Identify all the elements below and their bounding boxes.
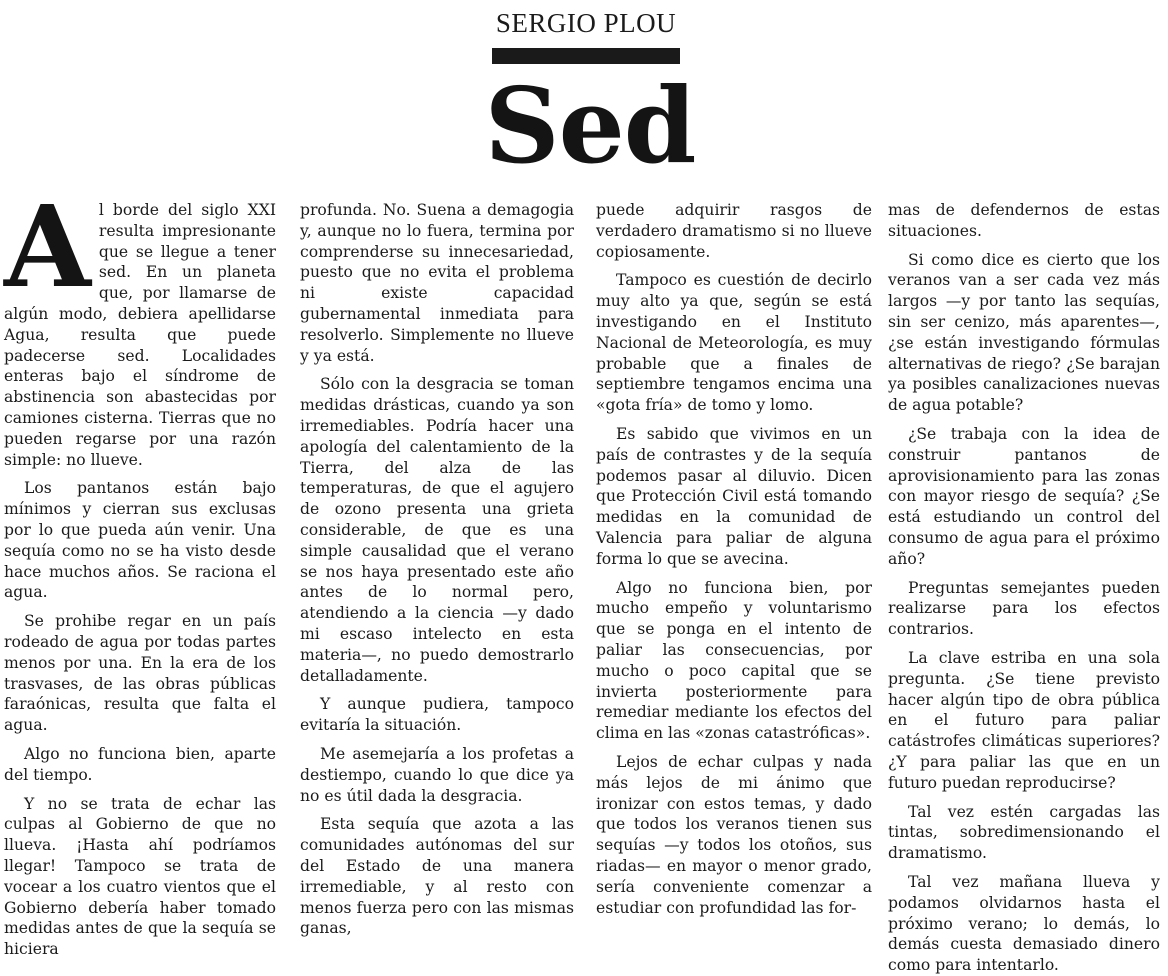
paragraph: l borde del siglo XXI resulta impresionante que se llegue a tener sed. En un planeta que, por llamarse de algún modo, debiera apellidarse Agua, resulta que puede padecerse sed. Localidades enteras bajo el síndrome de abstinencia son abastecidas por camiones cisterna. Tierras que no pueden regarse por una razón simple: no llueve. xyxy=(4,201,276,469)
paragraph: Y aunque pudiera, tampoco evitaría la situación. xyxy=(300,695,574,735)
article-title: Sed xyxy=(484,64,696,187)
article-column-3 xyxy=(596,200,872,917)
paragraph: Tal vez estén cargadas las tintas, sobredimensionando el dramatismo. xyxy=(888,802,1160,863)
paragraph: Lejos de echar culpas y nada más lejos de mi ánimo que ironizar con estos temas, y dado que todos los veranos tienen sus sequías —y todos los otoños, sus riadas— en mayor o menor grado, sería conveniente comenzar a estudiar con profundidad las for- xyxy=(596,752,872,917)
paragraph: Y no se trata de echar las culpas al Gobierno de que no llueva. ¡Hasta ahí podríamos llegar! Tampoco se trata de vocear a los cuatro vientos que el Gobierno debería haber tomado medidas antes de que la sequía se hiciera xyxy=(4,794,276,959)
paragraph: Los pantanos están bajo mínimos y cierran sus exclusas por lo que pueda aún venir. Una sequía como no se ha visto desde hace muchos años. Se raciona el agua. xyxy=(4,479,276,602)
byline-rule xyxy=(492,48,680,64)
paragraph: mas de defendernos de estas situaciones. xyxy=(888,201,1160,240)
paragraph: profunda. No. Suena a demagogia y, aunque no lo fuera, termina por comprenderse su innecesariedad, puesto que no evita el problema ni existe capacidad gubernamental inmediata para resolverlo. Simplemente no llueve y ya está. xyxy=(300,201,574,365)
article-column-1 xyxy=(4,182,276,959)
paragraph: Esta sequía que azota a las comunidades autónomas del sur del Estado de una manera irremediable, y al resto con menos fuerza pero con las mismas ganas, xyxy=(300,815,574,938)
paragraph: La clave estriba en una sola pregunta. ¿Se tiene previsto hacer algún tipo de obra pública en el futuro para paliar catástrofes climáticas superiores? ¿Y para paliar las que en un futuro puedan reproducirse? xyxy=(888,648,1160,792)
paragraph: Es sabido que vivimos en un país de contrastes y de la sequía podemos pasar al diluvio. Dicen que Protección Civil está tomando medidas en la comunidad de Valencia para paliar de alguna forma lo que se avecina. xyxy=(596,424,872,568)
paragraph: Tal vez mañana llueva y podamos olvidarnos hasta el próximo verano; lo demás, lo demás cuesta demasiado dinero como para intentarlo. xyxy=(888,872,1160,975)
article-column-4 xyxy=(888,200,1160,975)
paragraph: puede adquirir rasgos de verdadero dramatismo si no llueve copiosamente. xyxy=(596,201,872,261)
paragraph: Algo no funciona bien, por mucho empeño y voluntarismo que se ponga en el intento de paliar las consecuencias, por mucho o poco capital que se invierta posteriormente para remediar mediante los efectos del clima en las «zonas catastróficas». xyxy=(596,578,872,743)
paragraph: Preguntas semejantes pueden realizarse para los efectos contrarios. xyxy=(888,578,1160,639)
author-byline: SERGIO PLOU xyxy=(495,8,677,38)
paragraph: Si como dice es cierto que los veranos van a ser cada vez más largos —y por tanto las sequías, sin ser cenizo, más aparentes—, ¿se están investigando fórmulas alternativas de riego? ¿Se barajan ya posibles canalizaciones nuevas de agua potable? xyxy=(888,250,1160,415)
paragraph: Me asemejaría a los profetas a destiempo, cuando lo que dice ya no es útil dada la desgracia. xyxy=(300,744,574,805)
drop-cap: A xyxy=(4,182,91,313)
paragraph: Algo no funciona bien, aparte del tiempo. xyxy=(4,744,276,784)
paragraph: ¿Se trabaja con la idea de construir pantanos de aprovisionamiento para las zonas con mayor riesgo de sequía? ¿Se está estudiando un control del consumo de agua para el próximo año? xyxy=(888,424,1160,568)
paragraph: Tampoco es cuestión de decirlo muy alto ya que, según se está investigando en el Instituto Nacional de Meteorología, es muy probable que a finales de septiembre tengamos encima una «gota fría» de tomo y lomo. xyxy=(596,271,872,415)
paragraph: Se prohibe regar en un país rodeado de agua por todas partes menos por una. En la era de los trasvases, de las obras públicas faraónicas, resulta que falta el agua. xyxy=(4,612,276,735)
article-column-2 xyxy=(300,200,574,938)
paragraph: Sólo con la desgracia se toman medidas drásticas, cuando ya son irremediables. Podría hacer una apología del calentamiento de la Tierra, del alza de las temperaturas, de que el agujero de ozono presenta una grieta considerable, de que es una simple causalidad que el verano se nos haya presentado este año antes de lo normal pero, atendiendo a la ciencia —y dado mi escaso intelecto en esta materia—, no puedo demostrarlo detalladamente. xyxy=(300,375,574,685)
